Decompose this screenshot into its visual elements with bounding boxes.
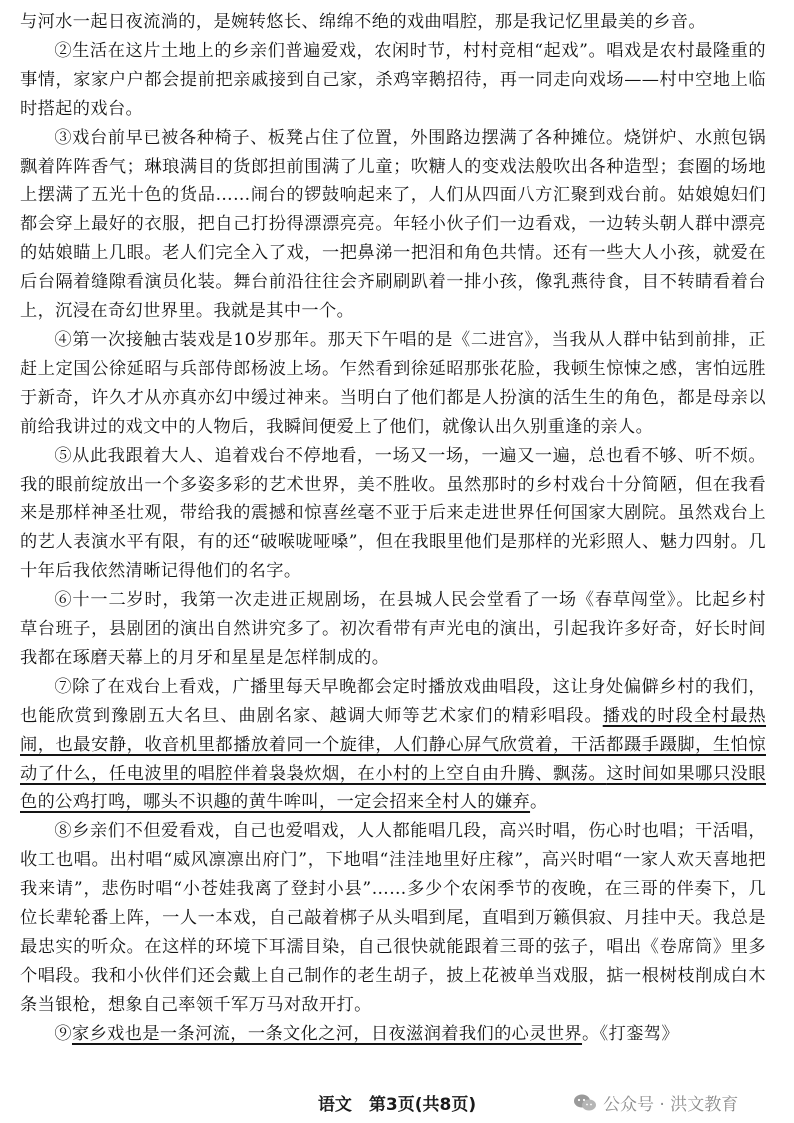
text-segment: ⑦除了在戏台上看戏，广播里每天早晚都会定时播放戏曲唱段，这让身处偏僻乡村的我们，也能欣赏到豫剧五大名旦、曲剧名家、越调大师等艺术家们的精彩唱段。 xyxy=(20,676,766,726)
paragraph-p-cont xyxy=(20,8,766,37)
watermark-text: 公众号 · 洪文教育 xyxy=(603,1095,739,1115)
watermark xyxy=(573,1090,738,1115)
underlined-sentence: 播戏的时段全村最热闹，也最安静，收音机里都播放着同一个旋律，人们静心屏气欣赏着，干活都蹑手蹑脚，生怕惊动了什么，任电波里的唱腔伴着袅袅炊烟，在小村的上空自由升腾、飘荡。 xyxy=(20,705,766,784)
paragraph-p8 xyxy=(20,817,766,1019)
paragraph-p9 xyxy=(20,1020,766,1049)
text-segment: ⑥十一二岁时，我第一次走进正规剧场，在县城人民会堂看了一场《春草闯堂》。比起乡村草台班子，县剧团的演出自然讲究多了。初次看带有声光电的演出，引起我许多好奇，好长时间我都在琢磨天幕上的月牙和星星是怎样制成的。 xyxy=(20,590,766,668)
paragraph-p7 xyxy=(20,673,766,818)
text-segment: ⑨ xyxy=(54,1023,72,1044)
text-segment: ②生活在这片土地上的乡亲们普遍爱戏，农闲时节，村村竞相“起戏”。唱戏是农村最隆重的事情，家家户户都会提前把亲戚接到自己家，杀鸡宰鹅招待，再一同走向戏场——村中空地上临时搭起的戏台。 xyxy=(20,40,766,119)
text-segment: ⑧乡亲们不但爱看戏，自己也爱唱戏，人人都能唱几段，高兴时唱，伤心时也唱；干活唱，收工也唱。出村唱“威风凛凛出府门”，下地唱“洼洼地里好庄稼”，高兴时唱“一家人欢天喜地把我来请”，悲伤时唱“小苍娃我离了登封小县”……多少个农闲季节的夜晚，在三哥的伴奏下，几位长辈轮番上阵，一人一本戏，自己敲着梆子从头唱到尾，直唱到万籁俱寂、月挂中天。我总是最忠实的听众。在这样的环境下耳濡目染，自己很快就能跟着三哥的弦子，唱出《卷席筒》里多个唱段。我和小伙伴们还会戴上自己制作的老生胡子，披上花被单当戏服，掂一根树枝削成白木条当银枪，想象自己率领千军万马对敌开打。 xyxy=(20,821,766,1015)
underlined-sentence: 家乡戏也是一条河流，一条文化之河，日夜滋润着我们的心灵世界 xyxy=(71,1023,583,1044)
paragraph-p5 xyxy=(20,442,766,587)
underlined-sentence: 这时间如果哪只没眼色的公鸡打鸣，哪头不识趣的黄牛哞叫，一定会招来全村人的嫌弃 xyxy=(20,763,766,813)
text-segment: 。《打銮驾》 xyxy=(582,1023,679,1044)
wechat-icon xyxy=(573,1093,597,1113)
text-segment: 与河水一起日夜流淌的，是婉转悠长、绵绵不绝的戏曲唱腔，那是我记忆里最美的乡音。 xyxy=(20,12,706,32)
paragraph-p2 xyxy=(20,37,766,124)
paragraph-p6 xyxy=(20,586,766,673)
exam-page xyxy=(20,8,766,1049)
text-segment: ⑤从此我跟着大人、追着戏台不停地看，一场又一场，一遍又一遍，总也看不够、听不烦。我的眼前绽放出一个多姿多彩的艺术世界，美不胜收。虽然那时的乡村戏台十分简陋，但在我看来是那样神圣壮观，带给我的震撼和惊喜丝毫不亚于后来走进世界任何国家大剧院。虽然戏台上的艺人表演水平有限，有的还“破喉咙哑嗓”，但在我眼里他们是那样的光彩照人、魅力四射。几十年后我依然清晰记得他们的名字。 xyxy=(20,445,766,582)
text-segment: ④第一次接触古装戏是10岁那年。那天下午唱的是《二进宫》，当我从人群中钻到前排，正赶上定国公徐延昭与兵部侍郎杨波上场。乍然看到徐延昭那张花脸，我顿生惊悚之感，害怕远胜于新奇，许久才从亦真亦幻中缓过神来。当明白了他们都是人扮演的活生生的角色，都是母亲以前给我讲过的戏文中的人物后，我瞬间便爱上了他们，就像认出久别重逢的亲人。 xyxy=(20,329,766,437)
text-segment: ③戏台前早已被各种椅子、板凳占住了位置，外围路边摆满了各种摊位。烧饼炉、水煎包锅飘着阵阵香气；琳琅满目的货郎担前围满了儿童；吹糖人的变戏法般吹出各种造型；套圈的场地上摆满了五光十色的货品……闹台的锣鼓响起来了，人们从四面八方汇聚到戏台前。姑娘媳妇们都会穿上最好的衣服，把自己打扮得漂漂亮亮。年轻小伙子们一边看戏，一边转头朝人群中漂亮的姑娘瞄上几眼。老人们完全入了戏，一把鼻涕一把泪和角色共情。还有一些大人小孩，就爱在后台隔着缝隙看演员化装。舞台前沿往往会齐刷刷趴着一排小孩，像乳燕待食，目不转睛看着台上，沉浸在奇幻世界里。我就是其中一个。 xyxy=(20,127,766,322)
article-body xyxy=(20,8,766,1049)
paragraph-p3 xyxy=(20,124,766,326)
page-number: 语文 第3页(共8页) xyxy=(317,1095,477,1115)
paragraph-p4 xyxy=(20,326,766,442)
text-segment: 。 xyxy=(530,792,548,813)
page-footer xyxy=(0,1090,794,1120)
